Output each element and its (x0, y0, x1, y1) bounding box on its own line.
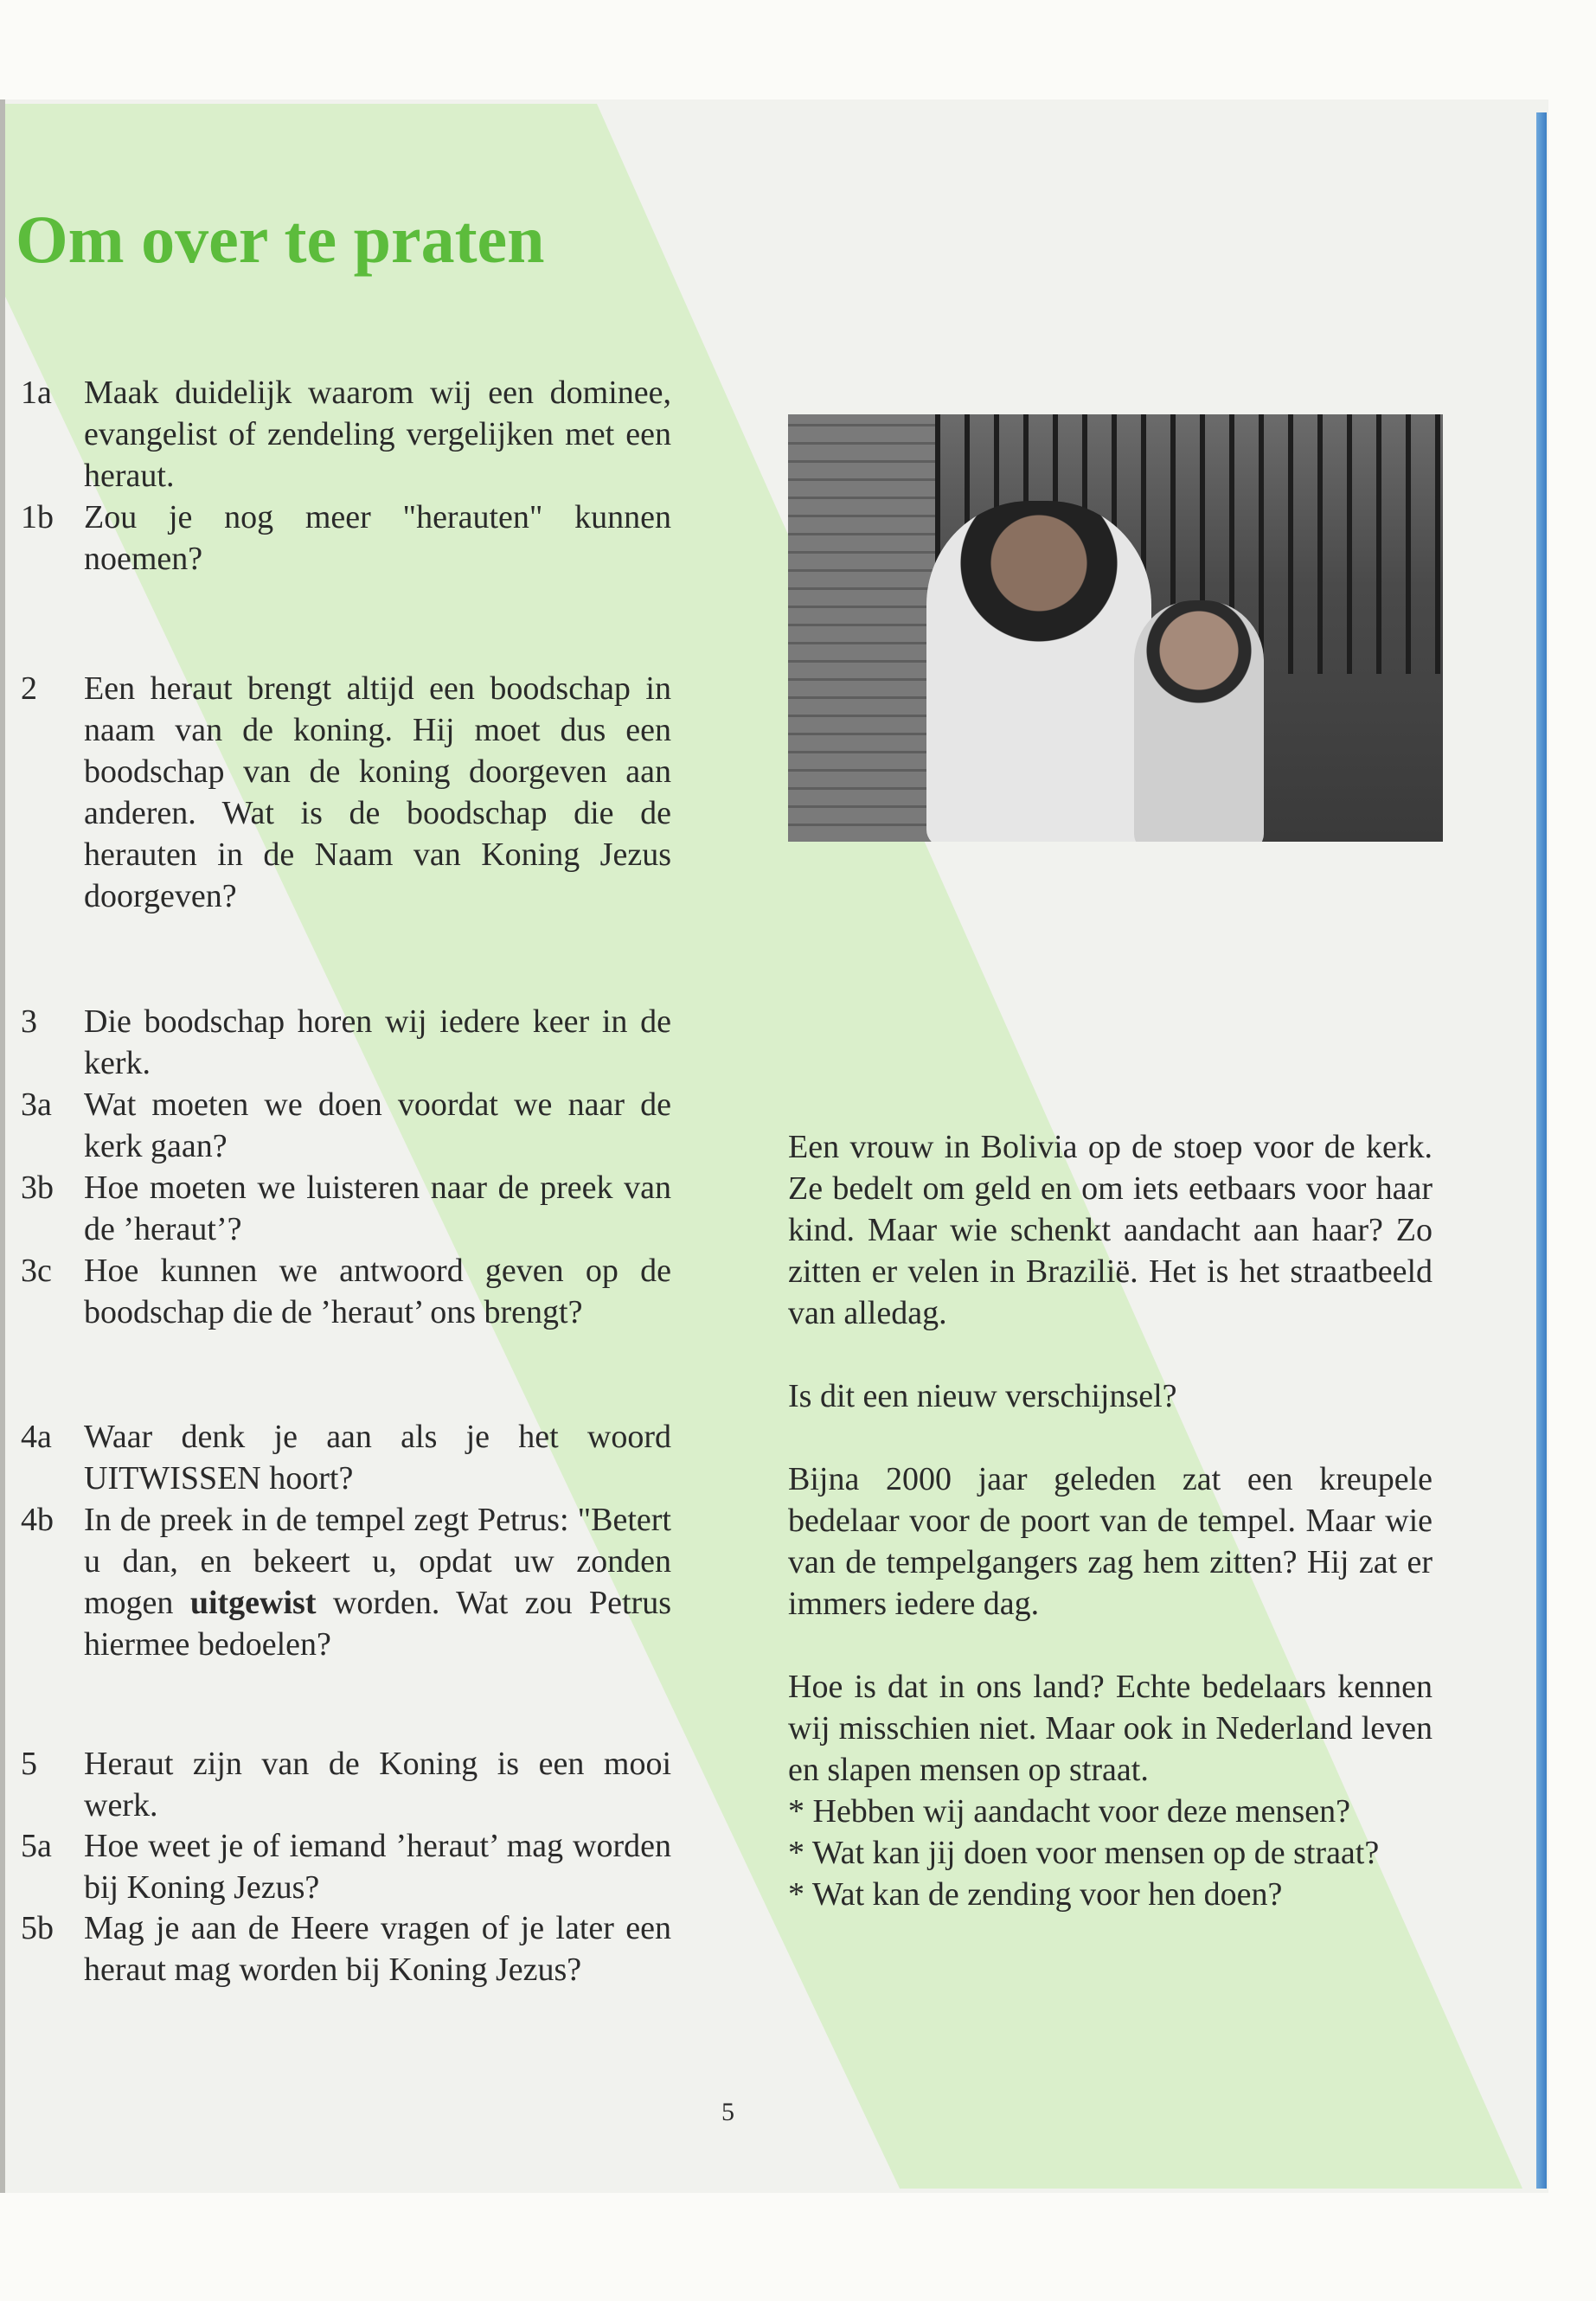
photo-caption: Een vrouw in Bolivia op de stoep voor de kerk. Ze bedelt om geld en om iets eetbaars voor haar kind. Maar wie schenkt aandacht aan haar? Zo zitten er velen in Brazilië. Het is het straatbeeld van alledag. (788, 1129, 1433, 1331)
page-number: 5 (721, 2098, 734, 2126)
bullet-item: * Wat kan jij doen voor mensen op de straat? (788, 1835, 1380, 1871)
question-number: 2 (21, 670, 37, 707)
paragraph: Bijna 2000 jaar geleden zat een kreupele bedelaar voor de poort van de tempel. Maar wie van de tempelgangers zag hem zitten? Hij zat er immers iedere dag. (788, 1461, 1433, 1622)
page-left-edge (0, 99, 5, 2193)
question-number: 3 (21, 1003, 37, 1040)
question-text: Wat moeten we doen voordat we naar de kerk gaan? (84, 1086, 671, 1164)
question-number: 4a (21, 1419, 52, 1455)
text-segment: In de preek in de tempel zegt Petrus: "Betert u dan, en bekeert u, opdat uw zonden mogen (84, 1502, 671, 1621)
question-1b (21, 497, 671, 580)
child-figure (1134, 600, 1264, 842)
right-column (788, 1126, 1433, 1915)
question-text (84, 1499, 671, 1665)
question-number: 5a (21, 1828, 52, 1864)
page-title: Om over te praten (16, 202, 545, 277)
brick-wall (788, 414, 935, 842)
bullet-item: * Wat kan de zending voor hen doen? (788, 1876, 1283, 1913)
question-text: Mag je aan de Heere vragen of je later een heraut mag worden bij Koning Jezus? (84, 1910, 671, 1988)
text-segment: worden. Wat zou Petrus hiermee bedoelen? (84, 1585, 671, 1663)
question-text: Hoe moeten we luisteren naar de preek van de ’heraut’? (84, 1170, 671, 1247)
question-number: 3b (21, 1170, 54, 1206)
question-5a (21, 1825, 671, 1908)
question-4b (21, 1499, 671, 1665)
photo-woman-and-child (788, 414, 1443, 842)
question-text: Waar denk je aan als je het woord UITWISSEN hoort? (84, 1419, 671, 1497)
paragraph: Hoe is dat in ons land? Echte bedelaars kennen wij misschien niet. Maar ook in Nederland leven en slapen mensen op straat. (788, 1669, 1433, 1788)
question-number: 5 (21, 1746, 37, 1782)
question-text: Is dit een nieuw verschijnsel? (788, 1378, 1177, 1414)
question-3c (21, 1250, 671, 1333)
bold-word: uitgewist (189, 1585, 317, 1621)
question-text: Zou je nog meer "herauten" kunnen noemen? (84, 499, 671, 577)
question-number: 1b (21, 499, 54, 535)
question-text: Hoe kunnen we antwoord geven op de boodschap die de ’heraut’ ons brengt? (84, 1253, 671, 1330)
question-text: Maak duidelijk waarom wij een dominee, evangelist of zendeling vergelijken met een heraut. (84, 375, 671, 494)
question-text: Heraut zijn van de Koning is een mooi werk. (84, 1746, 671, 1823)
question-number: 1a (21, 375, 52, 411)
cover-blue-edge (1536, 112, 1547, 2189)
question-number: 5b (21, 1910, 54, 1946)
question-text: Die boodschap horen wij iedere keer in de kerk. (84, 1003, 671, 1081)
bullet-item: * Hebben wij aandacht voor deze mensen? (788, 1793, 1350, 1830)
question-text: Een heraut brengt altijd een boodschap in naam van de koning. Hij moet dus een boodschap van de koning doorgeven aan anderen. Wat is de boodschap die de herauten in de Naam van Koning Jezus doorgeven? (84, 670, 671, 914)
bullet-list (788, 1791, 1433, 1915)
question-number: 3a (21, 1086, 52, 1123)
question-number: 3c (21, 1253, 52, 1289)
question-3 (21, 1001, 671, 1084)
question-1a (21, 372, 671, 497)
question-3a (21, 1084, 671, 1167)
woman-figure (926, 501, 1151, 842)
question-5b (21, 1907, 671, 1990)
question-number: 4b (21, 1502, 54, 1538)
question-4a (21, 1416, 671, 1499)
question-2 (21, 668, 671, 917)
question-5 (21, 1743, 671, 1826)
question-3b (21, 1167, 671, 1250)
question-text: Hoe weet je of iemand ’heraut’ mag worden bij Koning Jezus? (84, 1828, 671, 1906)
